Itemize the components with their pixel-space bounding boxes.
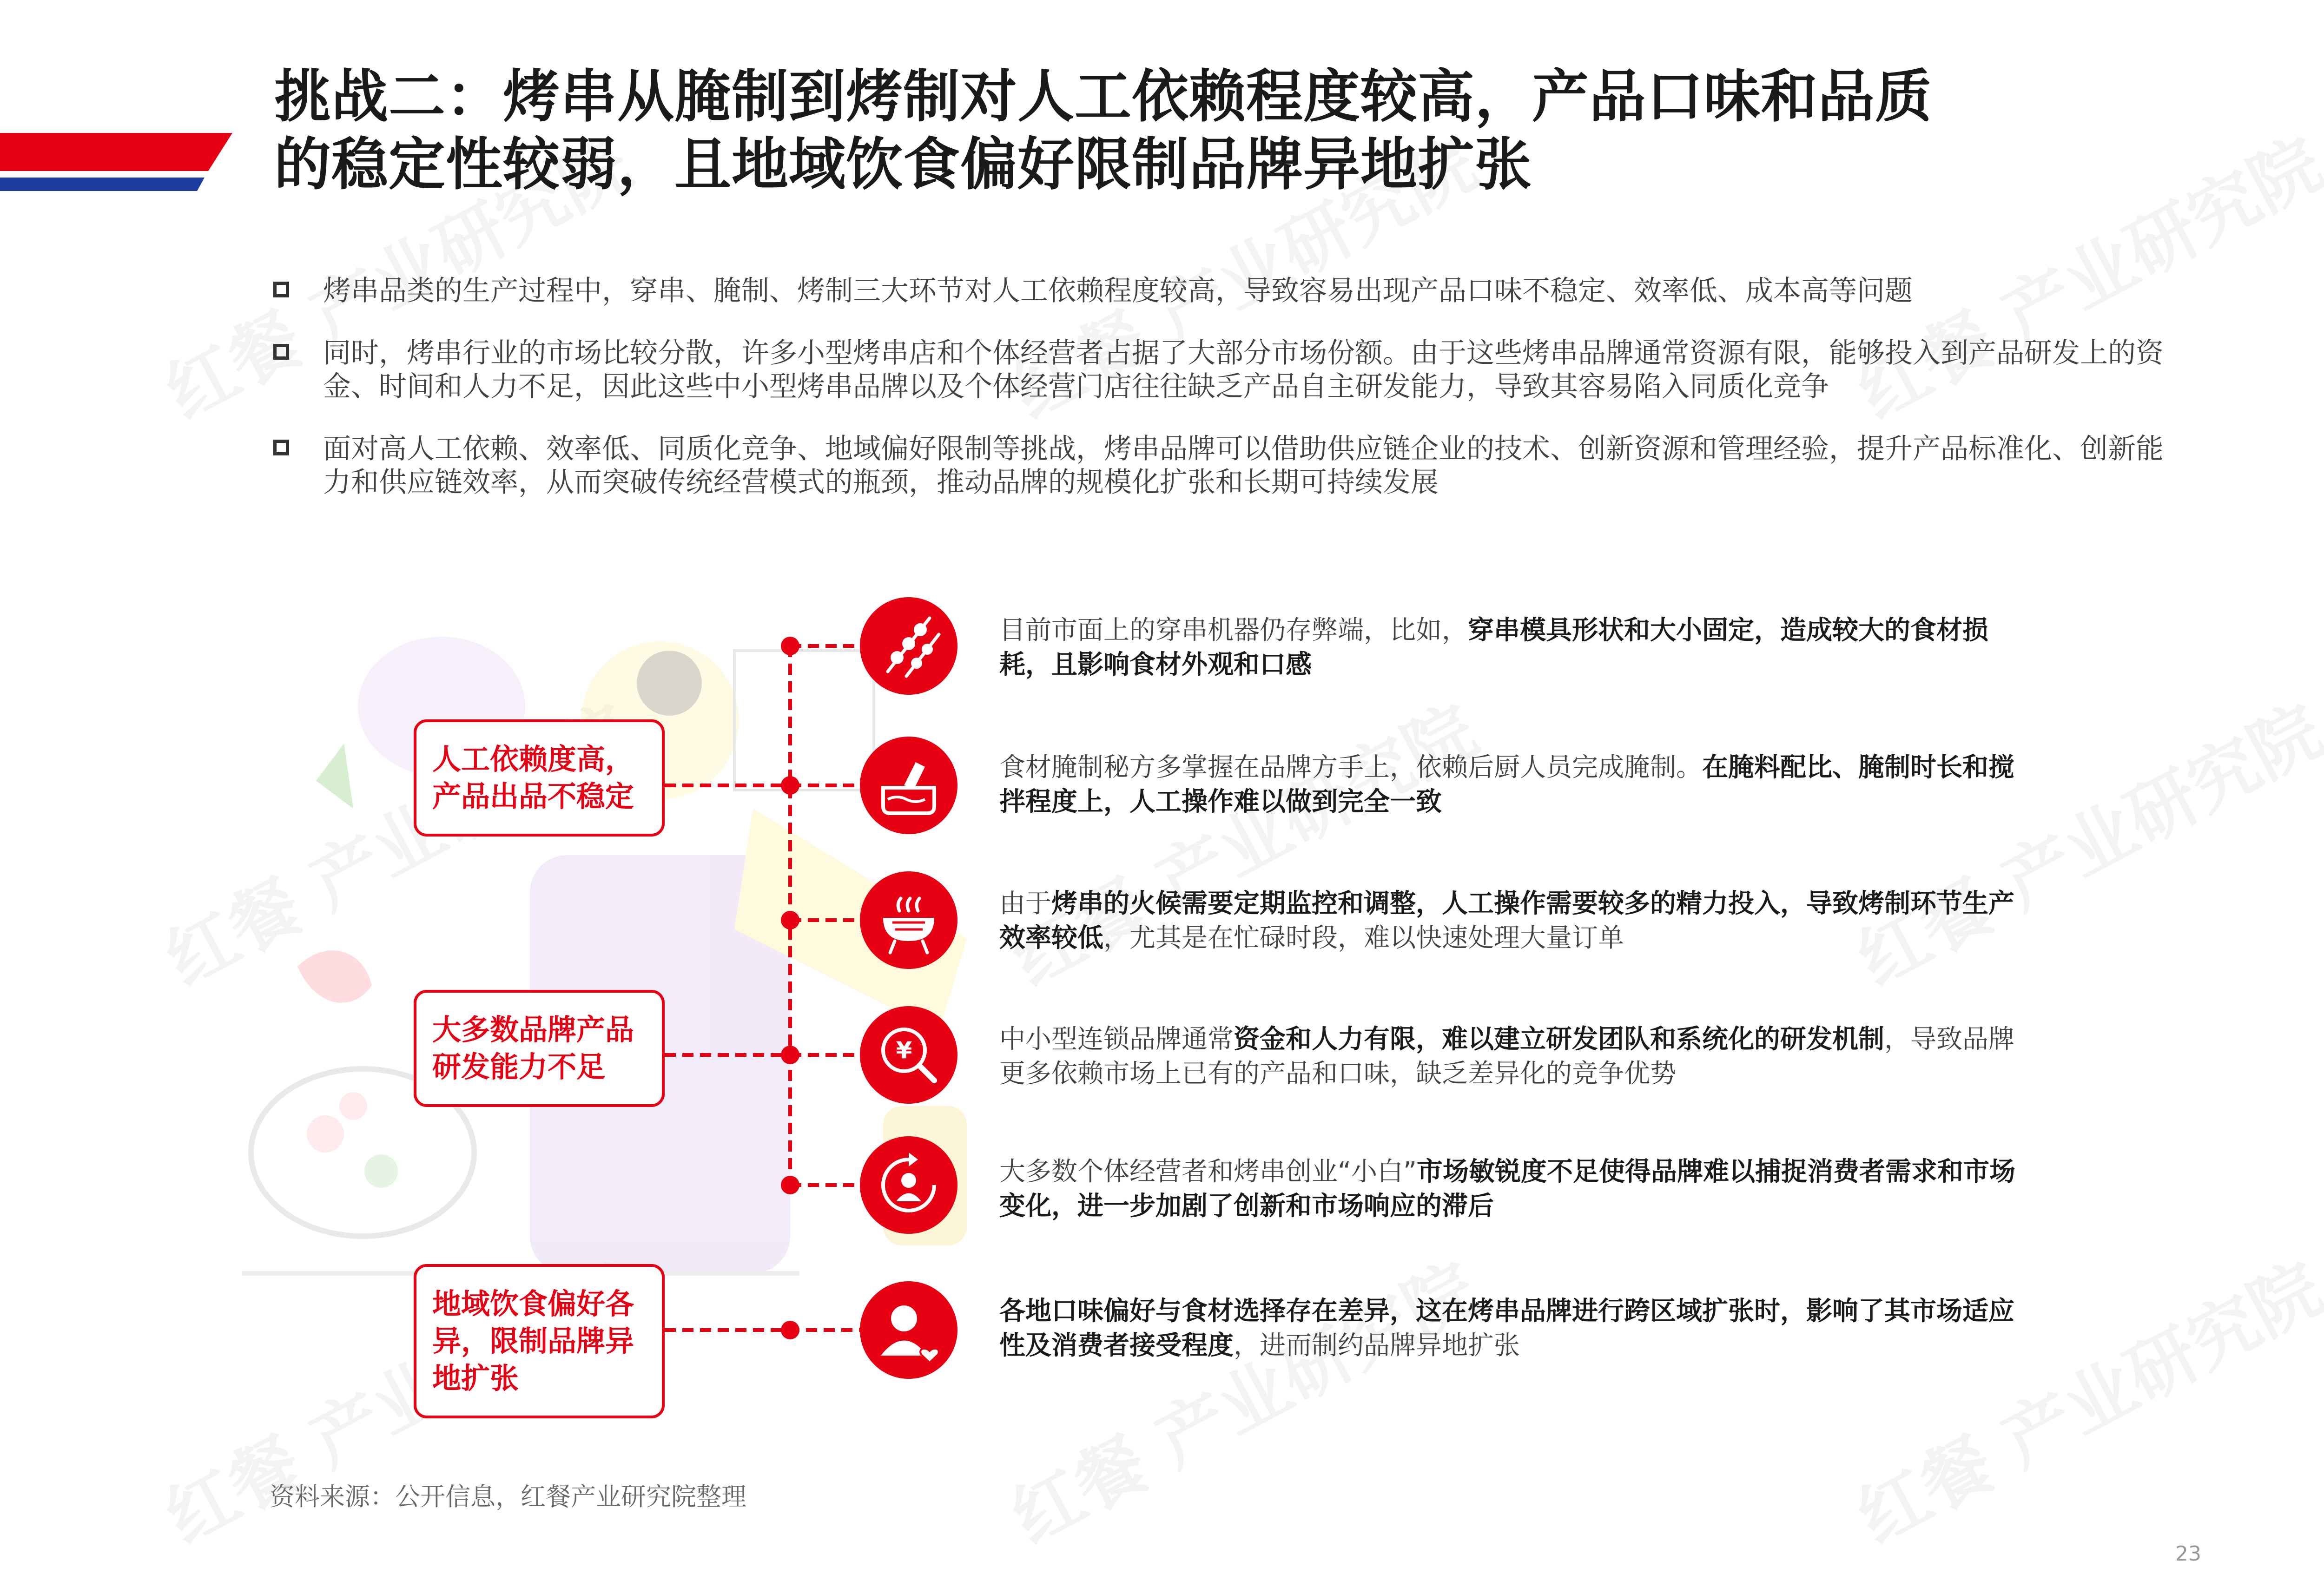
marinate-bowl-icon xyxy=(860,737,957,834)
square-bullet-icon xyxy=(273,344,289,360)
desc-text: ，导致品牌更多依赖市场上已有的产品和口味，缺乏差异化的竞争优势 xyxy=(999,1024,2014,1089)
grill-icon xyxy=(860,871,957,969)
desc-item xyxy=(999,1155,2022,1224)
user-heart-icon xyxy=(860,1281,957,1379)
bullet-item xyxy=(270,274,2166,308)
title-line-2: 的稳定性较弱，且地域饮食偏好限制品牌异地扩张 xyxy=(274,132,1532,198)
desc-item xyxy=(999,613,2022,682)
bullet-list xyxy=(270,274,2166,528)
bullet-text: 面对高人工依赖、效率低、同质化竞争、地域偏好限制等挑战，烤串品牌可以借助供应链企业的技术、创新资源和管理经验，提升产品标准化、创新能力和供应链效率，从而突破传统经营模式的瓶颈，推动品牌的规模化扩张和长期可持续发展 xyxy=(323,433,2164,499)
challenge-box-labor: 人工依赖度高，产品出品不稳定 xyxy=(414,719,665,837)
bullet-text: 烤串品类的生产过程中，穿串、腌制、烤制三大环节对人工依赖程度较高，导致容易出现产品口味不稳定、效率低、成本高等问题 xyxy=(323,275,1913,307)
square-bullet-icon xyxy=(273,440,289,455)
source-note: 资料来源：公开信息，红餐产业研究院整理 xyxy=(270,1482,746,1511)
desc-text: ，进而制约品牌异地扩张 xyxy=(1234,1331,1520,1361)
bullet-item xyxy=(270,336,2166,403)
desc-item xyxy=(999,1294,2022,1363)
user-cycle-icon xyxy=(860,1136,957,1234)
desc-text: ，尤其是在忙碌时段，难以快速处理大量订单 xyxy=(1103,923,1624,953)
desc-item xyxy=(999,751,2022,819)
challenge-box-rd: 大多数品牌产品研发能力不足 xyxy=(414,990,665,1107)
bullet-text: 同时，烤串行业的市场比较分散，许多小型烤串店和个体经营者占据了大部分市场份额。由于这些烤串品牌通常资源有限，能够投入到产品研发上的资金、时间和人力不足，因此这些中小型烤串品牌以及个体经营门店往往缺乏产品自主研发能力，导致其容易陷入同质化竞争 xyxy=(323,337,2164,403)
desc-bold-text: 各地口味偏好与食材选择存在差异，这在烤串品牌进行跨区域扩张时，影响了其市场适应性及消费者接受程度 xyxy=(999,1296,2014,1361)
desc-text: 大多数个体经营者和烤串创业“小白” xyxy=(999,1157,1417,1187)
money-search-icon xyxy=(860,1006,957,1104)
watermark xyxy=(1838,1233,2324,1562)
page-number: 23 xyxy=(2175,1542,2201,1566)
desc-text: 由于 xyxy=(999,889,1051,919)
watermark xyxy=(992,1233,1492,1562)
header-stripe xyxy=(0,133,232,191)
desc-item xyxy=(999,1022,2022,1091)
desc-text: 中小型连锁品牌通常 xyxy=(999,1024,1234,1054)
skewer-icon xyxy=(860,597,957,695)
desc-bold-text: 烤串的火候需要定期监控和调整，人工操作需要较多的精力投入，导致烤制环节生产效率较低 xyxy=(999,889,2014,953)
page-title xyxy=(274,63,2180,199)
svg-text:¥: ¥ xyxy=(896,1037,912,1064)
desc-bold-text: 市场敏锐度不足使得品牌难以捕捉消费者需求和市场变化，进一步加剧了创新和市场响应的滞后 xyxy=(999,1157,2016,1221)
desc-text: 食材腌制秘方多掌握在品牌方手上，依赖后厨人员完成腌制。 xyxy=(999,752,1702,783)
desc-bold-text: 在腌料配比、腌制时长和搅拌程度上，人工操作难以做到完全一致 xyxy=(999,752,2014,817)
desc-bold-text: 资金和人力有限，难以建立研发团队和系统化的研发机制 xyxy=(1234,1024,1884,1054)
bullet-item xyxy=(270,432,2166,499)
challenge-box-region: 地域饮食偏好各异，限制品牌异地扩张 xyxy=(414,1264,665,1418)
desc-item xyxy=(999,887,2022,955)
desc-text: 目前市面上的穿串机器仍存弊端，比如， xyxy=(999,615,1468,646)
title-line-1: 挑战二：烤串从腌制到烤制对人工依赖程度较高，产品口味和品质 xyxy=(274,64,1932,130)
desc-bold-text: 穿串模具形状和大小固定，造成较大的食材损耗，且影响食材外观和口感 xyxy=(999,615,1988,680)
square-bullet-icon xyxy=(273,282,289,297)
